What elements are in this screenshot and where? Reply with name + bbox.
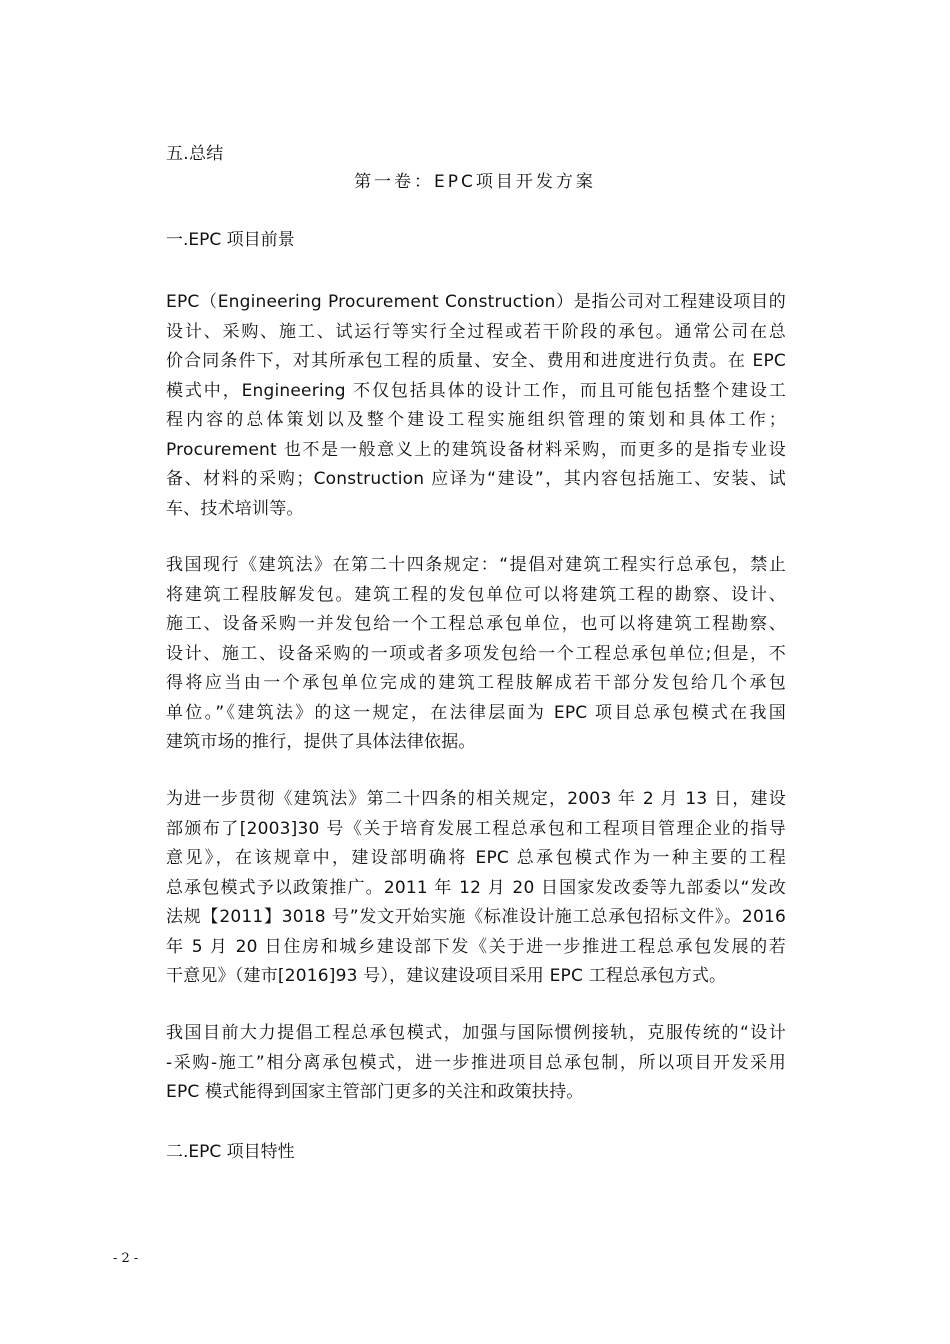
paragraph-line: 将建筑工程肢解发包。建筑工程的发包单位可以将建筑工程的勘察、设计、 (166, 584, 786, 605)
paragraph-line: 价合同条件下，对其所承包工程的质量、安全、费用和进度进行负责。在 EPC (166, 351, 786, 371)
paragraph-line: 模式中，Engineering 不仅包括具体的设计工作，而且可能包括整个建设工 (166, 380, 786, 401)
paragraph-line: 为进一步贯彻《建筑法》第二十四条的相关规定，2003 年 2 月 13 日，建设 (166, 789, 786, 809)
volume-title: 第一卷：EPC项目开发方案 (354, 172, 596, 192)
section-heading-1: 一.EPC 项目前景 (166, 230, 295, 250)
paragraph-line: 建筑市场的推行，提供了具体法律依据。 (166, 732, 476, 752)
paragraph-line: Procurement 也不是一般意义上的建筑设备材料采购，而更多的是指专业设 (166, 439, 786, 460)
paragraph-line: 设计、采购、施工、试运行等实行全过程或若干阶段的承包。通常公司在总 (166, 321, 786, 342)
paragraph-line: -采购-施工”相分离承包模式，进一步推进项目总承包制，所以项目开发采用 (166, 1052, 786, 1073)
paragraph-line: 总承包模式予以政策推广。2011 年 12 月 20 日国家发改委等九部委以“发改 (166, 877, 786, 898)
paragraph-line: 车、技术培训等。 (166, 498, 304, 519)
paragraph-line: 设计、施工、设备采购的一项或者多项发包给一个工程总承包单位;但是，不 (166, 643, 786, 664)
paragraph-line: EPC（Engineering Procurement Construction）是指公司对工程建设项目的 (166, 292, 786, 312)
paragraph-3 (166, 785, 786, 992)
paragraph-2 (166, 551, 786, 758)
paragraph-1 (166, 288, 786, 524)
page-number: - 2 - (113, 1251, 139, 1266)
paragraph-line: 部颁布了[2003]30 号《关于培育发展工程总承包和工程项目管理企业的指导 (166, 818, 786, 839)
paragraph-line: 程内容的总体策划以及整个建设工程实施组织管理的策划和具体工作； (166, 410, 786, 430)
paragraph-line: 我国目前大力提倡工程总承包模式，加强与国际惯例接轨，克服传统的“设计 (166, 1023, 786, 1043)
paragraph-line: 干意见》（建市[2016]93 号），建议建设项目采用 EPC 工程总承包方式。 (166, 966, 727, 986)
paragraph-line: 备、材料的采购；Construction 应译为“建设”，其内容包括施工、安装、试 (166, 469, 786, 489)
paragraph-line: 意见》，在该规章中，建设部明确将 EPC 总承包模式作为一种主要的工程 (166, 848, 786, 868)
paragraph-line: 我国现行《建筑法》在第二十四条规定：“提倡对建筑工程实行总承包，禁止 (166, 555, 786, 575)
paragraph-4 (166, 1019, 786, 1108)
paragraph-line: 法规【2011】3018 号”发文开始实施《标准设计施工总承包招标文件》。2016 (166, 907, 786, 927)
section-heading-2: 二.EPC 项目特性 (166, 1142, 295, 1162)
paragraph-line: 单位。”《建筑法》的这一规定，在法律层面为 EPC 项目总承包模式在我国 (166, 702, 786, 723)
toc-item: 五.总结 (166, 144, 224, 164)
paragraph-line: 施工、设备采购一并发包给一个工程总承包单位，也可以将建筑工程勘察、 (166, 614, 786, 634)
paragraph-line: 年 5 月 20 日住房和城乡建设部下发《关于进一步推进工程总承包发展的若 (166, 936, 786, 957)
paragraph-line: 得将应当由一个承包单位完成的建筑工程肢解成若干部分发包给几个承包 (166, 673, 786, 693)
paragraph-line: EPC 模式能得到国家主管部门更多的关注和政策扶持。 (166, 1082, 584, 1102)
